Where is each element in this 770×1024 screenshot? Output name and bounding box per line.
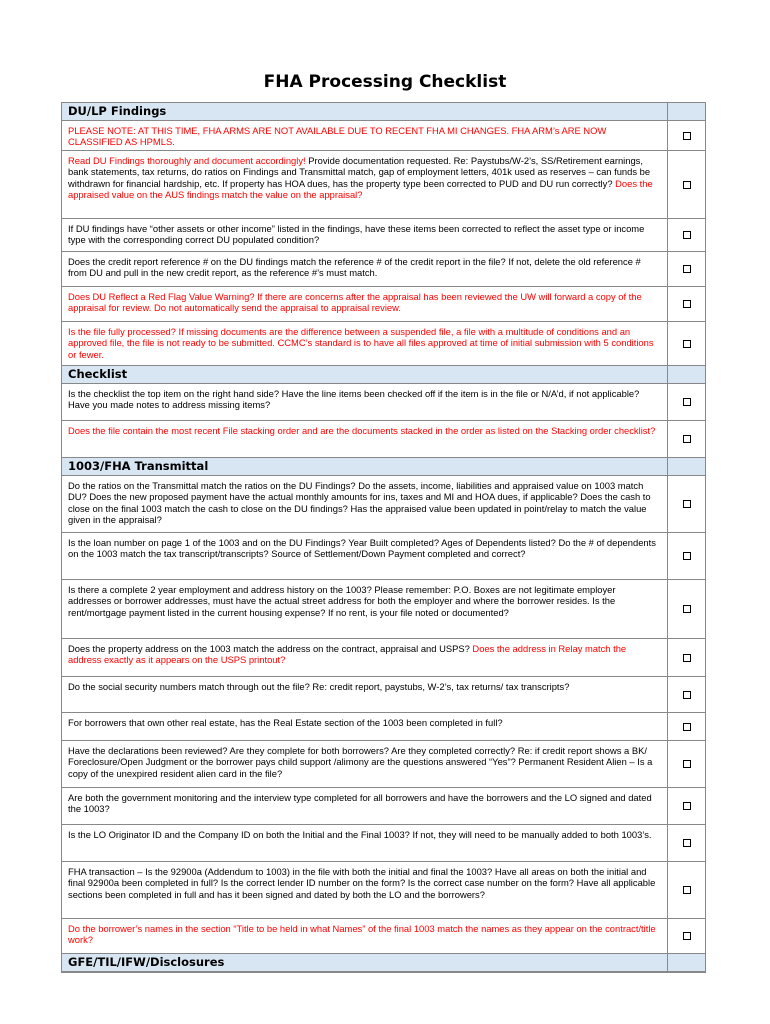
checkbox[interactable] <box>683 839 691 847</box>
item-text: Have the declarations been reviewed? Are they complete for both borrowers? Are they completed correctly? Re: if credit report shows a BK/ Foreclosure/Open Judgment or the borrower pays child support /alimony are the questions answered “Yes”? Permanent Resident Alien – Is a copy of the unexpired resident alien card in the file? <box>68 745 653 779</box>
checkbox[interactable] <box>683 300 691 308</box>
checklist-item-text <box>62 741 667 787</box>
page-title: FHA Processing Checklist <box>263 72 507 92</box>
checklist-item-text <box>62 322 667 365</box>
checklist-row <box>62 252 705 287</box>
checklist-row <box>62 788 705 825</box>
checkbox-cell <box>667 580 705 638</box>
checkbox-cell <box>667 788 705 824</box>
checkbox[interactable] <box>683 654 691 662</box>
item-text: Is the checklist the top item on the right hand side? Have the line items been checked off if the item is in the file or N/A’d, if not applicable? Have you made notes to address missing items? <box>68 388 640 411</box>
section-heading-label: 1003/FHA Transmittal <box>68 459 209 473</box>
section-heading-label: Checklist <box>68 367 128 381</box>
emphasis-text: Does the appraised value on the AUS findings match the value on the appraisal? <box>68 177 653 200</box>
checklist-item-text <box>62 252 667 286</box>
item-text: For borrowers that own other real estate, has the Real Estate section of the 1003 been completed in full? <box>68 717 503 728</box>
checkbox-cell <box>667 121 705 150</box>
checklist-row <box>62 862 705 919</box>
checklist-row <box>62 580 705 639</box>
checklist-item-text <box>62 862 667 918</box>
column-divider <box>667 954 668 971</box>
checklist-row <box>62 741 705 788</box>
checklist-row <box>62 639 705 677</box>
checkbox-cell <box>667 825 705 861</box>
checklist-item-text <box>62 384 667 420</box>
checkbox-cell <box>667 639 705 676</box>
checklist-item-text <box>62 476 667 532</box>
checkbox[interactable] <box>683 723 691 731</box>
checkbox[interactable] <box>683 340 691 348</box>
checkbox-cell <box>667 252 705 286</box>
item-text: Is the LO Originator ID and the Company ID on both the Initial and the Final 1003? If not, they will need to be manually added to both 1003’s. <box>68 829 652 840</box>
column-divider <box>667 458 668 475</box>
checkbox-cell <box>667 741 705 787</box>
checkbox[interactable] <box>683 231 691 239</box>
checklist-row <box>62 713 705 741</box>
checkbox[interactable] <box>683 265 691 273</box>
checklist-row <box>62 121 705 151</box>
emphasis-text: Does the file contain the most recent File stacking order and are the documents stacked in the order as listed on the Stacking order checklist? <box>68 425 656 436</box>
checkbox[interactable] <box>683 605 691 613</box>
emphasis-text: Does DU Reflect a Red Flag Value Warning? If there are concerns after the appraisal has been reviewed the UW will forward a copy of the appraisal for review. Do not automatically send the appraisal to appraisal review. <box>68 291 642 314</box>
emphasis-text: Is the file fully processed? If missing documents are the difference between a suspended file, a file with a multitude of conditions and an approved file, the file is not ready to be submitted. CCMC’s standard is to have all files approved at time of initial submission with 5 conditions or fewer. <box>68 326 654 360</box>
checklist-item-text <box>62 533 667 579</box>
item-text: Do the ratios on the Transmittal match the ratios on the DU Findings? Do the assets, income, liabilities and appraised value on 1003 match DU? Does the new proposed payment have the actual monthly amounts for ins, taxes and MI and HOA dues, if applicable? Does the cash to close on the final 1003 match the cash to close on the DU findings? Has the appraised value been updated in point/relay to match the value given in the appraisal? <box>68 480 651 525</box>
checklist-item-text <box>62 639 667 676</box>
checklist-item-text <box>62 287 667 321</box>
checklist-row <box>62 322 705 366</box>
section-heading-label: GFE/TIL/IFW/Disclosures <box>68 955 225 969</box>
checkbox[interactable] <box>683 552 691 560</box>
item-text: Provide documentation requested. Re: Paystubs/W-2’s, SS/Retirement earnings, bank statements, tax returns, do ratios on Findings and Transmittal match, gap of employment letters, 401k used as reserves – can funds be withdrawn for financial hardship, etc. If property has HOA dues, has the property type been corrected to PUD and DU run correctly? <box>68 155 651 189</box>
item-text: If DU findings have “other assets or other income” listed in the findings, have these items been corrected to reflect the asset type or income type with the corresponding correct DU populated condition? <box>68 223 645 246</box>
checklist-item-text <box>62 713 667 740</box>
checklist-item-text <box>62 919 667 953</box>
checklist-row <box>62 825 705 862</box>
checklist-item-text <box>62 121 667 150</box>
item-text: FHA transaction – Is the 92900a (Addendum to 1003) in the file with both the initial and final the 1003? Have all areas on both the initial and final 92900a been completed in full? Is the correct lender ID number on the form? Is the correct case number on the form? Have all applicable sections been completed in full and has it been signed and dated by both the LO and the borrowers? <box>68 866 656 900</box>
checkbox-cell <box>667 421 705 457</box>
checkbox-cell <box>667 151 705 218</box>
checklist-row <box>62 384 705 421</box>
item-text: Do the social security numbers match through out the file? Re: credit report, paystubs, W-2’s, tax returns/ tax transcripts? <box>68 681 570 692</box>
checklist-item-text <box>62 825 667 861</box>
checkbox[interactable] <box>683 398 691 406</box>
item-text: Does the credit report reference # on the DU findings match the reference # of the credit report in the file? If not, delete the old reference # from DU and pull in the new credit report, as the reference #’s must match. <box>68 256 641 279</box>
checkbox[interactable] <box>683 435 691 443</box>
checklist-row <box>62 919 705 954</box>
item-text: Is the loan number on page 1 of the 1003 and on the DU Findings? Year Built completed? Ages of Dependents listed? Do the # of dependents on the 1003 match the tax transcript/transcripts? Source of Settlement/Down Payment completed and correct? <box>68 537 656 560</box>
checklist-row <box>62 677 705 713</box>
checklist-item-text <box>62 788 667 824</box>
checkbox[interactable] <box>683 760 691 768</box>
checklist-row <box>62 476 705 533</box>
emphasis-text: Do the borrower’s names in the section “Title to be held in what Names” of the final 1003 match the names as they appear on the contract/title work? <box>68 923 656 946</box>
checkbox[interactable] <box>683 181 691 189</box>
checkbox-cell <box>667 862 705 918</box>
checkbox[interactable] <box>683 802 691 810</box>
section-heading-label: DU/LP Findings <box>68 104 167 118</box>
emphasis-text: Does the address in Relay match the address exactly as it appears on the USPS printout? <box>68 643 627 666</box>
checkbox-cell <box>667 713 705 740</box>
checkbox-cell <box>667 677 705 712</box>
checkbox[interactable] <box>683 932 691 940</box>
checklist-row <box>62 287 705 322</box>
emphasis-text: Read DU Findings thoroughly and document accordingly! <box>68 155 309 166</box>
checklist-row <box>62 421 705 458</box>
column-divider <box>667 103 668 120</box>
checklist-row <box>62 219 705 252</box>
section-heading <box>62 366 705 384</box>
checkbox-cell <box>667 476 705 532</box>
item-text: Is there a complete 2 year employment and address history on the 1003? Please remember: P.O. Boxes are not legitimate employer addresses or borrower addresses, must have the actual street address for both the employer and where the borrower resides. Is the rent/mortgage payment listed in the current housing expense? If no rent, is your file noted or documented? <box>68 584 616 618</box>
checklist-item-text <box>62 421 667 457</box>
checkbox[interactable] <box>683 132 691 140</box>
checkbox[interactable] <box>683 500 691 508</box>
checkbox-cell <box>667 287 705 321</box>
section-heading <box>62 954 705 972</box>
emphasis-text: PLEASE NOTE: AT THIS TIME, FHA ARMS ARE NOT AVAILABLE DUE TO RECENT FHA MI CHANGES. FHA ARM’s ARE NOW CLASSIFIED AS HPMLS. <box>68 125 607 148</box>
checklist-item-text <box>62 219 667 251</box>
checkbox-cell <box>667 322 705 365</box>
column-divider <box>667 366 668 383</box>
checklist-item-text <box>62 580 667 638</box>
item-text: Are both the government monitoring and the interview type completed for all borrowers and have the borrowers and the LO signed and dated the 1003? <box>68 792 652 815</box>
checkbox-cell <box>667 219 705 251</box>
section-heading <box>62 103 705 121</box>
section-heading <box>62 458 705 476</box>
checkbox[interactable] <box>683 886 691 894</box>
checkbox[interactable] <box>683 691 691 699</box>
item-text: Does the property address on the 1003 match the address on the contract, appraisal and USPS? <box>68 643 473 654</box>
checklist-row <box>62 151 705 219</box>
checklist-item-text <box>62 151 667 218</box>
checklist-table <box>61 102 706 973</box>
checkbox-cell <box>667 384 705 420</box>
checklist-item-text <box>62 677 667 712</box>
checkbox-cell <box>667 533 705 579</box>
checklist-row <box>62 533 705 580</box>
checkbox-cell <box>667 919 705 953</box>
